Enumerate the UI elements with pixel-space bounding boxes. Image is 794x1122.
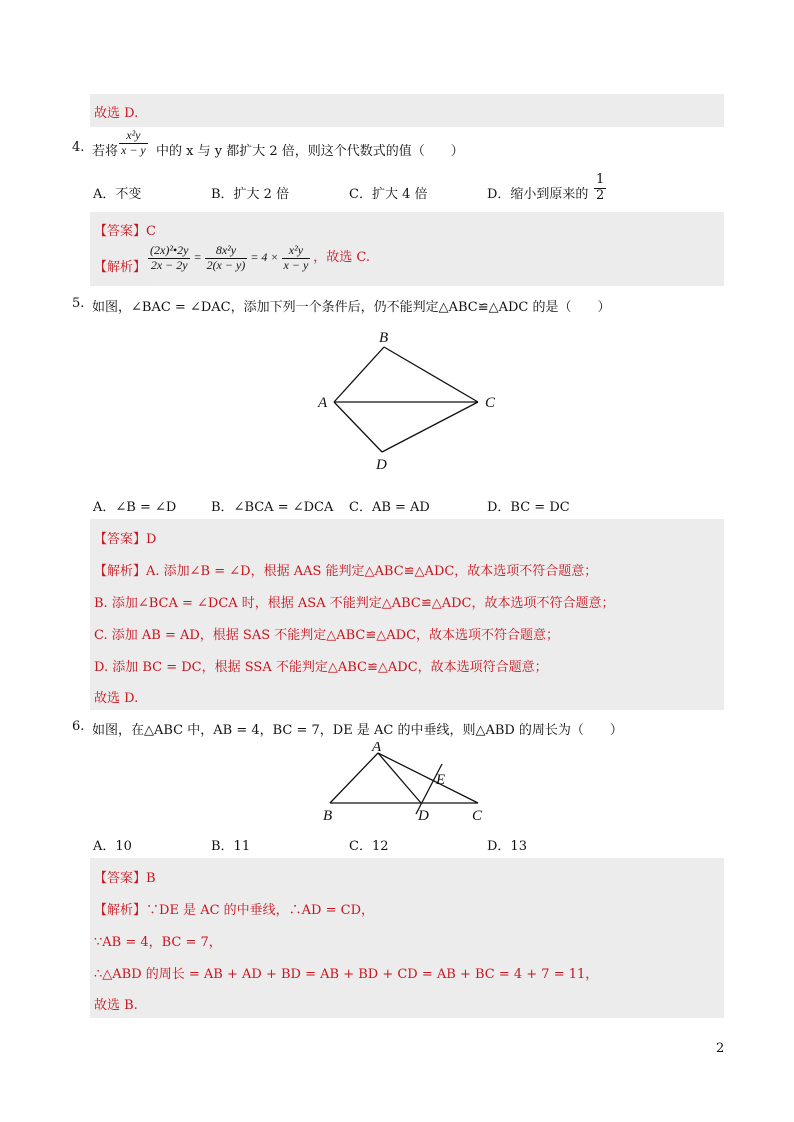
q5-analysis-line-c: C. 添加 AB = AD，根据 SAS 不能判定△ABC≌△ADC，故本选项不符合题意；	[94, 628, 560, 643]
q6-answer-line: 【答案】B	[94, 871, 156, 886]
q5-option-b: B．∠BCA = ∠DCA	[211, 500, 334, 515]
q6-conclusion: 故选 B.	[94, 998, 138, 1013]
q4-stem-post: 中的 x 与 y 都扩大 2 倍，则这个代数式的值（ ）	[156, 144, 464, 159]
q6-label-a: A	[372, 742, 382, 755]
q4-option-c: C．扩大 4 倍	[349, 187, 428, 202]
q5-figure	[300, 325, 510, 475]
q5-option-a: A．∠B = ∠D	[93, 500, 177, 515]
q5-analysis-line-a: 【解析】A. 添加∠B = ∠D，根据 AAS 能判定△ABC≌△ADC，故本选项不符合题意；	[94, 564, 598, 579]
q5-answer-box	[90, 519, 724, 710]
q5-line-dc	[382, 402, 478, 452]
q6-line-ac	[378, 753, 478, 803]
q6-figure	[318, 742, 493, 824]
q6-option-d: D．13	[487, 839, 527, 854]
q6-label-d: D	[418, 808, 429, 824]
q4-frac-numerator: x²y	[119, 129, 148, 144]
q6-option-c: C．12	[349, 839, 389, 854]
q5-label-b: B	[379, 330, 389, 346]
q6-label-b: B	[323, 808, 333, 824]
q4-option-d-fraction: $\frac{1}{2}$	[596, 172, 605, 203]
q4-fraction	[119, 129, 148, 158]
q5-analysis-line-d: D. 添加 BC = DC，根据 SSA 不能判定△ABC≌△ADC，故本选项符合题意；	[94, 660, 548, 675]
q5-option-c: C．AB = AD	[349, 500, 430, 515]
q5-line-bc	[384, 347, 478, 402]
q4-frac-denominator: x − y	[121, 142, 146, 157]
q5-label-c: C	[485, 395, 496, 411]
q4-answer-line: 【答案】C	[94, 224, 156, 239]
q5-number: 5.	[72, 296, 85, 311]
q6-option-b: B．11	[211, 839, 251, 854]
page-number: 2	[716, 1041, 725, 1056]
q6-analysis-line-2: ∵AB = 4，BC = 7，	[94, 935, 222, 950]
q4-analysis-label: 【解析】	[94, 260, 147, 275]
q6-number: 6.	[72, 719, 85, 734]
q6-line-ad	[378, 753, 421, 803]
q5-answer-line: 【答案】D	[94, 532, 157, 547]
q6-label-e: E	[436, 772, 446, 788]
q6-line-ab	[330, 753, 378, 803]
q5-analysis-line-b: B. 添加∠BCA = ∠DCA 时，根据 ASA 不能判定△ABC≌△ADC，故本选项不符合题意；	[94, 596, 615, 611]
q6-answer-box	[90, 858, 724, 1018]
q5-label-d: D	[376, 457, 387, 473]
q4-option-b: B．扩大 2 倍	[211, 187, 290, 202]
q6-option-a: A．10	[93, 839, 132, 854]
q4-number: 4.	[72, 140, 85, 155]
q5-stem: 如图，∠BAC = ∠DAC，添加下列一个条件后，仍不能判定△ABC≌△ADC 的是（ ）	[92, 300, 611, 315]
q6-label-c: C	[472, 808, 483, 824]
q3-conclusion: 故选 D.	[94, 106, 139, 121]
q5-line-ad	[334, 402, 382, 452]
q4-option-a: A．不变	[93, 187, 142, 202]
q5-conclusion: 故选 D.	[94, 691, 139, 706]
q4-stem-pre: 若将	[92, 144, 119, 159]
q5-label-a: A	[318, 395, 328, 411]
q4-analysis-formula: $\frac{\text{(2x)²•2y}}{2x - 2y}$ = $\frac{\text{8x²y}}{2(x - y)}$ = 4 × $\frac{\text{x²y}}{x - y}$ ，故选 C.	[150, 243, 371, 272]
q6-stem: 如图，在△ABC 中，AB = 4，BC = 7，DE 是 AC 的中垂线，则△ABD 的周长为（ ）	[92, 723, 623, 738]
q5-option-d: D．BC = DC	[487, 500, 570, 515]
q5-line-ab	[334, 347, 384, 402]
q3-answer-box	[90, 94, 724, 127]
q4-answer-box	[90, 212, 724, 286]
q4-option-d: D．缩小到原来的	[487, 187, 589, 202]
q6-analysis-line-1: 【解析】∵DE 是 AC 的中垂线，∴AD = CD，	[94, 903, 374, 918]
q6-analysis-line-3: ∴△ABD 的周长 = AB + AD + BD = AB + BD + CD = AB + BC = 4 + 7 = 11，	[94, 967, 599, 982]
